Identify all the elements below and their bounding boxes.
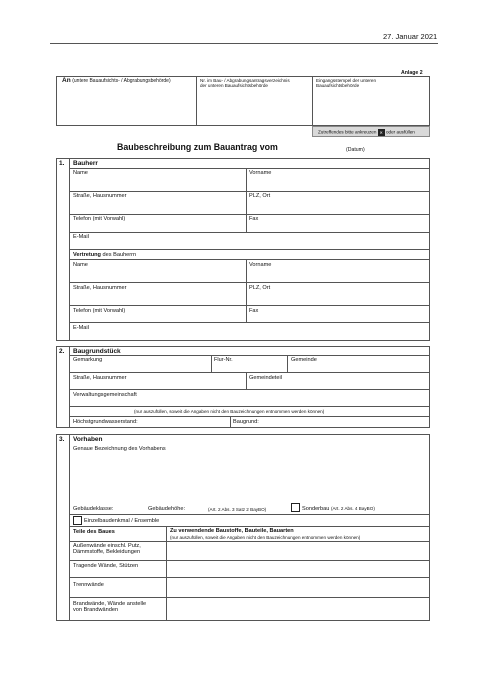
tragende-waende-row[interactable]: Tragende Wände, Stützen <box>73 563 139 569</box>
aussenwaende-line2: Dämmstoffe, Bekleidungen <box>73 549 141 555</box>
s1-col-divider <box>246 259 247 322</box>
s3-line <box>69 541 430 542</box>
s1-line <box>69 214 430 215</box>
form-title: Baubeschreibung zum Bauantrag vom <box>117 142 278 152</box>
instruction-note-text <box>318 129 415 136</box>
gebaeudehoehe-reference: (Art. 2 Abs. 3 Satz 2 BayBO) <box>208 507 267 512</box>
section2-title: Baugrundstück <box>73 348 121 355</box>
brandwaende-row[interactable] <box>73 601 146 613</box>
brandwaende-line2: von Brandwänden <box>73 607 119 613</box>
s2-line <box>69 389 430 390</box>
annex-label: Anlage 2 <box>401 70 423 76</box>
instruction-note-pre: Zutreffendes bitte ankreuzen <box>318 129 377 135</box>
s2-col-divider <box>230 416 231 428</box>
recipient-divider-1 <box>196 76 197 126</box>
document-date: 27. Januar 2021 <box>383 32 438 41</box>
sonderbau-reference: (Art. 2 Abs. 4 BayBO) <box>330 506 375 511</box>
instruction-note-post: oder ausfüllen <box>385 129 415 135</box>
vertretung-vorname-field[interactable]: Vorname <box>249 262 272 268</box>
gemeinde-field[interactable]: Gemeinde <box>291 357 317 363</box>
s2-col-divider <box>287 355 288 372</box>
gemeindeteil-field[interactable]: Gemeindeteil <box>249 375 282 381</box>
vorhaben-description-field[interactable]: Genaue Bezeichnung des Vorhabens <box>73 446 166 452</box>
teile-header: Teile des Baues <box>73 529 115 535</box>
s3-line <box>69 577 430 578</box>
grundstueck-street-field[interactable]: Straße, Hausnummer <box>73 375 127 381</box>
s1-col-divider <box>246 168 247 232</box>
section2-note: (nur auszufüllen, soweit die Angaben nicht den Bauzeichnungen entnommen werden können) <box>134 409 325 414</box>
s1-line <box>69 168 430 169</box>
vertretung-fax-field[interactable]: Fax <box>249 308 259 314</box>
s1-line <box>69 249 430 250</box>
date-hint: (Datum) <box>346 147 365 153</box>
s3-line <box>69 514 430 515</box>
s1-line <box>69 259 430 260</box>
grundwasser-field[interactable]: Höchstgrundwasserstand: <box>73 419 138 425</box>
vertretung-name-field[interactable]: Name <box>73 262 88 268</box>
section2-number: 2. <box>59 348 65 355</box>
s2-col-divider <box>246 372 247 389</box>
bauherr-street-field[interactable]: Straße, Hausnummer <box>73 193 127 199</box>
bauherr-vorname-field[interactable]: Vorname <box>249 170 272 176</box>
s2-col-divider <box>211 355 212 372</box>
s2-line <box>69 372 430 373</box>
s1-line <box>69 232 430 233</box>
vertretung-email-field[interactable]: E-Mail <box>73 325 89 331</box>
brandwaende-line1: Brandwände, Wände anstelle <box>73 601 147 607</box>
stamp-line1: Eingangsstempel der unteren <box>316 78 377 83</box>
sonderbau-checkbox[interactable] <box>291 503 300 512</box>
section3-num-divider <box>69 434 70 621</box>
section1-number: 1. <box>59 160 65 167</box>
s1-line <box>69 305 430 306</box>
s2-line <box>69 355 430 356</box>
aussenwaende-row[interactable] <box>73 543 141 555</box>
vertretung-plz-field[interactable]: PLZ, Ort <box>249 285 271 291</box>
recipient-divider-2 <box>312 76 313 126</box>
sonderbau-text: Sonderbau <box>302 506 330 512</box>
flur-field[interactable]: Flur-Nr. <box>214 357 233 363</box>
s1-line <box>69 322 430 323</box>
vertretung-bold: Vertretung <box>73 252 101 258</box>
vertretung-phone-field[interactable]: Telefon (mit Vorwahl) <box>73 308 126 314</box>
bauherr-name-field[interactable]: Name <box>73 170 88 176</box>
einzelbaudenkmal-checkbox[interactable] <box>73 516 82 525</box>
bauherr-plz-field[interactable]: PLZ, Ort <box>249 193 271 199</box>
s3-line <box>69 526 430 527</box>
baugrund-field[interactable]: Baugrund: <box>233 419 259 425</box>
sonderbau-label <box>302 506 375 512</box>
gebaeudehoehe-field[interactable]: Gebäudehöhe: <box>148 506 186 512</box>
baustoffe-note: (nur auszufüllen, soweit die Angaben nicht den Bauzeichnungen entnommen werden können) <box>170 535 361 540</box>
recipient-label <box>62 78 171 84</box>
application-number-line1: Nr. im Bau- / Abgrabungsantragsverzeichnis <box>200 78 290 83</box>
section1-title: Bauherr <box>73 160 98 167</box>
trennwaende-row[interactable]: Trennwände <box>73 582 104 588</box>
checkmark-icon: ✕ <box>379 130 383 135</box>
s1-line <box>69 282 430 283</box>
recipient-authority: (untere Bauaufsichts- / Abgrabungsbehörde) <box>72 78 171 84</box>
s1-line <box>69 191 430 192</box>
bauherr-phone-field[interactable]: Telefon (mit Vorwahl) <box>73 216 126 222</box>
bauherr-fax-field[interactable]: Fax <box>249 216 259 222</box>
s2-line <box>69 416 430 417</box>
s3-line <box>69 597 430 598</box>
gemarkung-field[interactable]: Gemarkung <box>73 357 103 363</box>
section3-number: 3. <box>59 436 65 443</box>
section3-title: Vorhaben <box>73 436 103 443</box>
s2-line <box>69 406 430 407</box>
baustoffe-header: Zu verwendende Baustoffe, Bauteile, Bauarten <box>170 528 294 534</box>
verwaltung-field[interactable]: Verwaltungsgemeinschaft <box>73 392 137 398</box>
gebaeudeklasse-field[interactable]: Gebäudeklasse: <box>73 506 114 512</box>
application-number-label <box>200 78 290 88</box>
vertretung-heading <box>73 252 136 258</box>
vertretung-street-field[interactable]: Straße, Hausnummer <box>73 285 127 291</box>
aussenwaende-line1: Außenwände einschl. Putz, <box>73 543 141 549</box>
vertretung-rest: des Bauherrn <box>102 252 137 258</box>
stamp-label <box>316 78 376 88</box>
einzelbaudenkmal-label: Einzelbaudenkmal / Ensemble <box>84 518 160 524</box>
header-rule <box>50 43 438 44</box>
s3-line <box>69 560 430 561</box>
application-number-line2: der unteren Bauaufsichtsbehörde <box>200 83 268 88</box>
bauherr-email-field[interactable]: E-Mail <box>73 234 89 240</box>
recipient-an: An <box>62 77 71 84</box>
stamp-line2: Bauaufsichtsbehörde <box>316 83 360 88</box>
